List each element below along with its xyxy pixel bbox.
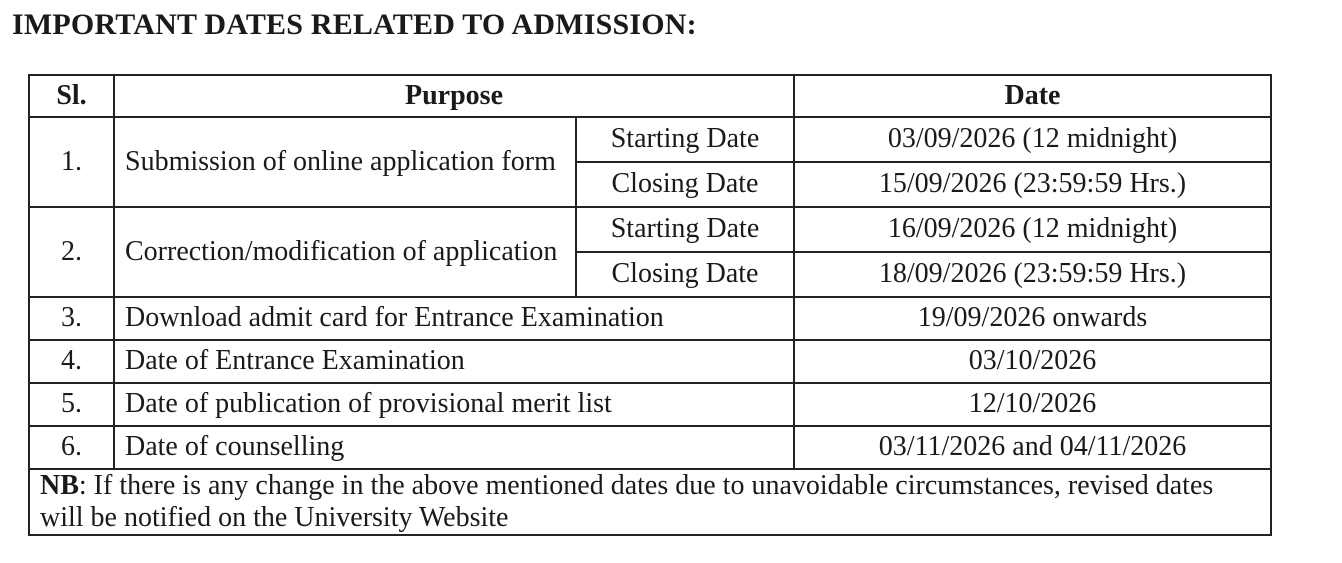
row-date: 18/09/2026 (23:59:59 Hrs.) <box>794 252 1271 297</box>
row-purpose: Submission of online application form <box>114 117 576 207</box>
header-date: Date <box>794 75 1271 117</box>
row-date: 03/10/2026 <box>794 340 1271 383</box>
table-row <box>29 297 1271 340</box>
row-sl: 4. <box>29 340 114 383</box>
row-purpose: Download admit card for Entrance Examination <box>114 297 794 340</box>
row-date: 03/11/2026 and 04/11/2026 <box>794 426 1271 469</box>
row-purpose: Date of counselling <box>114 426 794 469</box>
row-sl: 5. <box>29 383 114 426</box>
table-row <box>29 426 1271 469</box>
header-sl: Sl. <box>29 75 114 117</box>
note-text: : If there is any change in the above mentioned dates due to unavoidable circumstances, revised dates will be notified on the University Website <box>40 470 1214 534</box>
note-label: NB <box>40 470 79 501</box>
page-title: IMPORTANT DATES RELATED TO ADMISSION: <box>12 8 697 41</box>
header-purpose: Purpose <box>114 75 794 117</box>
row-purpose: Date of Entrance Examination <box>114 340 794 383</box>
table-row <box>29 207 1271 252</box>
row-stage-label: Closing Date <box>576 252 794 297</box>
row-stage-label: Starting Date <box>576 207 794 252</box>
row-stage-label: Closing Date <box>576 162 794 207</box>
row-date: 16/09/2026 (12 midnight) <box>794 207 1271 252</box>
row-purpose: Date of publication of provisional merit list <box>114 383 794 426</box>
row-sl: 1. <box>29 117 114 207</box>
row-date: 19/09/2026 onwards <box>794 297 1271 340</box>
table-row <box>29 340 1271 383</box>
row-date: 12/10/2026 <box>794 383 1271 426</box>
row-sl: 3. <box>29 297 114 340</box>
row-stage-label: Starting Date <box>576 117 794 162</box>
table-header-row <box>29 75 1271 117</box>
row-sl: 2. <box>29 207 114 297</box>
table-row <box>29 383 1271 426</box>
admission-dates-table <box>28 74 1272 536</box>
row-purpose: Correction/modification of application <box>114 207 576 297</box>
note-row <box>29 469 1271 535</box>
row-sl: 6. <box>29 426 114 469</box>
row-date: 03/09/2026 (12 midnight) <box>794 117 1271 162</box>
row-date: 15/09/2026 (23:59:59 Hrs.) <box>794 162 1271 207</box>
table-row <box>29 117 1271 162</box>
note-cell <box>29 469 1271 535</box>
